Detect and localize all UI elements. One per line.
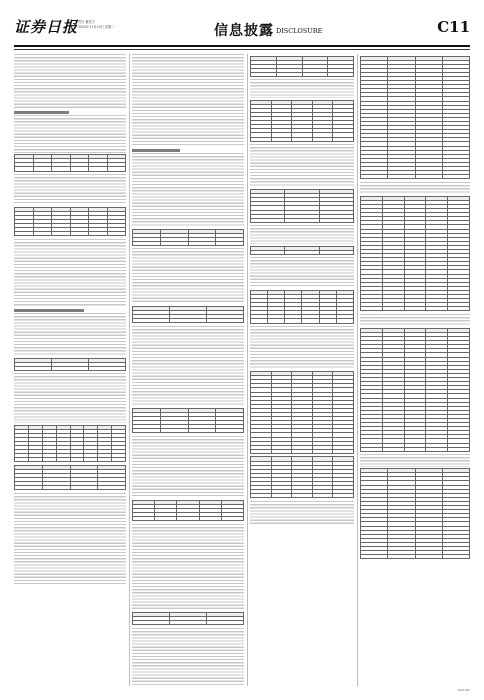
table-cell — [207, 621, 244, 625]
body-paragraph — [360, 182, 470, 194]
table-cell — [15, 167, 34, 171]
data-table — [132, 500, 244, 521]
table-row — [251, 449, 354, 453]
table-cell — [426, 307, 448, 311]
body-paragraph — [14, 54, 126, 110]
table-cell — [133, 516, 155, 520]
table-cell — [251, 250, 285, 254]
body-paragraph — [360, 454, 470, 466]
page-number: C11 — [437, 18, 470, 36]
table-cell — [52, 232, 71, 236]
table-cell — [312, 449, 333, 453]
table-row — [251, 250, 354, 254]
table-cell — [170, 319, 207, 323]
body-paragraph — [14, 174, 126, 205]
data-table — [360, 328, 470, 452]
body-paragraph — [250, 225, 354, 244]
table-cell — [89, 232, 108, 236]
body-paragraph — [132, 436, 244, 498]
data-table — [250, 456, 354, 498]
table-cell — [404, 447, 426, 451]
data-table — [250, 100, 354, 142]
newspaper-logo: 证券日报 — [14, 18, 79, 36]
column-4 — [360, 54, 470, 686]
table-cell — [448, 447, 470, 451]
table-cell — [155, 516, 177, 520]
data-table — [132, 306, 244, 323]
table-row — [361, 447, 470, 451]
table-cell — [333, 494, 354, 498]
data-table — [14, 207, 126, 237]
table-cell — [188, 429, 216, 433]
table-cell — [56, 458, 70, 462]
table-cell — [285, 250, 319, 254]
table-cell — [382, 307, 404, 311]
table-row — [361, 307, 470, 311]
table-cell — [42, 486, 70, 490]
table-cell — [207, 319, 244, 323]
body-paragraph — [132, 628, 244, 686]
body-paragraph — [14, 373, 126, 423]
body-paragraph — [250, 144, 354, 187]
section-heading — [14, 111, 69, 114]
table-row — [133, 516, 244, 520]
data-table — [132, 229, 244, 246]
table-cell — [333, 137, 354, 141]
column-1 — [14, 54, 126, 686]
table-cell — [98, 486, 126, 490]
body-paragraph — [14, 239, 126, 307]
table-cell — [70, 232, 89, 236]
table-cell — [98, 458, 112, 462]
body-paragraph — [250, 501, 354, 526]
table-cell — [312, 494, 333, 498]
page-footer — [14, 689, 470, 695]
table-row — [251, 494, 354, 498]
table-cell — [251, 449, 272, 453]
data-table — [360, 468, 470, 559]
table-cell — [448, 307, 470, 311]
data-table — [14, 154, 126, 171]
table-cell — [442, 555, 469, 559]
body-paragraph — [250, 79, 354, 98]
table-cell — [15, 486, 43, 490]
table-row — [251, 137, 354, 141]
meta-date: 2020年11月10日 星期二 — [78, 25, 115, 29]
table-cell — [133, 319, 170, 323]
table-cell — [312, 137, 333, 141]
section-heading — [14, 309, 84, 312]
body-paragraph — [132, 326, 244, 407]
table-row — [133, 319, 244, 323]
data-table — [250, 290, 354, 324]
table-cell — [89, 366, 126, 370]
table-cell — [251, 218, 285, 222]
table-cell — [160, 241, 188, 245]
table-cell — [160, 429, 188, 433]
table-cell — [328, 72, 354, 76]
table-cell — [285, 319, 302, 323]
table-cell — [251, 137, 272, 141]
body-paragraph — [132, 54, 244, 147]
table-cell — [361, 307, 383, 311]
table-cell — [216, 429, 244, 433]
data-table — [250, 246, 354, 255]
table-cell — [333, 449, 354, 453]
table-cell — [170, 621, 207, 625]
table-row — [15, 232, 126, 236]
body-paragraph — [132, 248, 244, 304]
table-row — [15, 458, 126, 462]
table-cell — [133, 241, 161, 245]
table-cell — [177, 516, 199, 520]
data-table — [14, 465, 126, 491]
data-table — [250, 371, 354, 454]
table-cell — [292, 137, 313, 141]
table-cell — [188, 241, 216, 245]
table-cell — [361, 447, 383, 451]
data-table — [132, 612, 244, 625]
table-cell — [84, 458, 98, 462]
table-cell — [319, 218, 353, 222]
table-cell — [415, 555, 442, 559]
table-cell — [442, 175, 469, 179]
table-cell — [70, 486, 98, 490]
table-cell — [271, 137, 292, 141]
data-table — [250, 56, 354, 77]
table-cell — [221, 516, 243, 520]
table-cell — [268, 319, 285, 323]
table-cell — [271, 494, 292, 498]
table-cell — [133, 429, 161, 433]
body-paragraph — [132, 153, 244, 227]
table-cell — [89, 167, 108, 171]
table-cell — [112, 458, 126, 462]
column-3 — [250, 54, 354, 686]
body-paragraph — [14, 313, 126, 356]
body-paragraph — [360, 314, 470, 326]
table-row — [251, 218, 354, 222]
section-title: 信息披露 — [214, 23, 274, 39]
table-cell — [426, 447, 448, 451]
table-cell — [199, 516, 221, 520]
table-cell — [33, 167, 52, 171]
column-divider — [247, 54, 248, 686]
table-cell — [292, 494, 313, 498]
body-paragraph — [14, 115, 126, 152]
table-cell — [388, 555, 415, 559]
table-cell — [404, 307, 426, 311]
masthead-rule — [14, 45, 470, 47]
table-cell — [415, 175, 442, 179]
data-table — [14, 425, 126, 463]
data-table — [360, 56, 470, 180]
masthead — [14, 18, 470, 44]
table-cell — [319, 250, 353, 254]
column-2 — [132, 54, 244, 686]
body-paragraph — [250, 326, 354, 369]
table-cell — [33, 232, 52, 236]
body-paragraph — [132, 524, 244, 611]
section-title-en: DISCLOSURE — [276, 27, 323, 35]
table-row — [15, 167, 126, 171]
data-table — [360, 196, 470, 312]
table-cell — [28, 458, 42, 462]
table-cell — [42, 458, 56, 462]
table-cell — [302, 72, 328, 76]
column-divider — [357, 54, 358, 686]
table-cell — [52, 366, 89, 370]
table-row — [361, 555, 470, 559]
body-paragraph — [250, 257, 354, 288]
announcement-ref: 2020-063 — [457, 689, 470, 692]
table-cell — [388, 175, 415, 179]
column-divider — [129, 54, 130, 686]
table-row — [251, 319, 354, 323]
body-paragraph — [14, 493, 126, 586]
table-row — [15, 486, 126, 490]
table-row — [15, 366, 126, 370]
table-row — [133, 241, 244, 245]
table-cell — [251, 494, 272, 498]
table-cell — [292, 449, 313, 453]
data-table — [14, 358, 126, 371]
table-cell — [107, 232, 126, 236]
table-cell — [302, 319, 319, 323]
table-cell — [15, 232, 34, 236]
table-cell — [361, 175, 388, 179]
table-cell — [15, 366, 52, 370]
data-table — [132, 408, 244, 434]
table-cell — [216, 241, 244, 245]
table-cell — [70, 167, 89, 171]
masthead-rule-thin — [14, 49, 470, 50]
table-cell — [271, 449, 292, 453]
table-cell — [251, 319, 268, 323]
data-table — [250, 189, 354, 223]
section-heading — [132, 149, 180, 152]
table-cell — [285, 218, 319, 222]
table-cell — [52, 167, 71, 171]
table-cell — [382, 447, 404, 451]
masthead-meta — [78, 20, 114, 30]
table-cell — [251, 72, 277, 76]
table-cell — [15, 458, 29, 462]
table-row — [251, 72, 354, 76]
table-cell — [361, 555, 388, 559]
table-cell — [276, 72, 302, 76]
table-cell — [70, 458, 84, 462]
table-cell — [319, 319, 336, 323]
table-cell — [107, 167, 126, 171]
table-cell — [133, 621, 170, 625]
table-row — [133, 621, 244, 625]
meta-editor: 责任 董兆宁 — [78, 20, 95, 24]
table-row — [361, 175, 470, 179]
table-row — [133, 429, 244, 433]
table-cell — [336, 319, 353, 323]
